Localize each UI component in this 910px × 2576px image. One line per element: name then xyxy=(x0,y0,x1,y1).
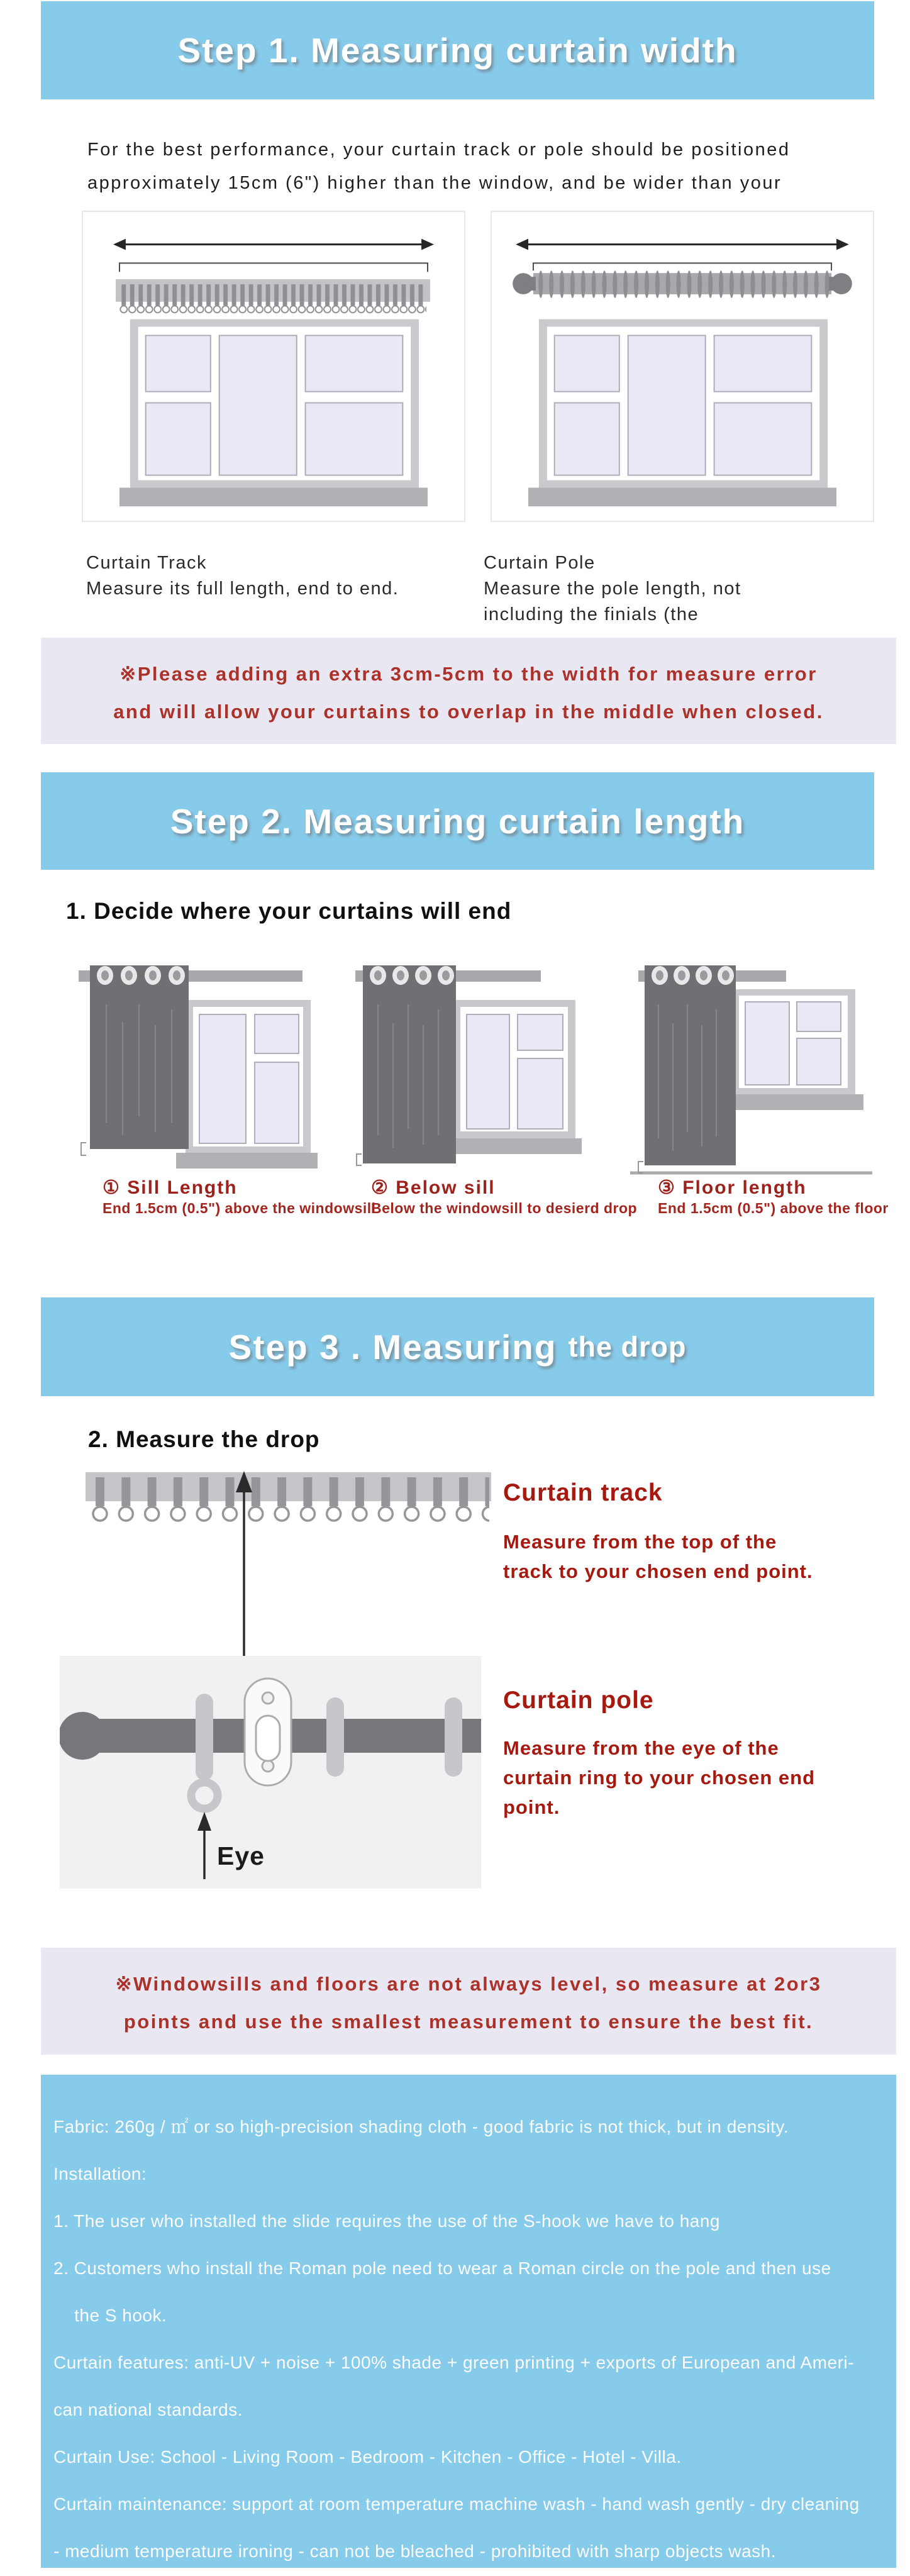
step3-banner-title: Step 3 . Measuring xyxy=(228,1327,557,1367)
pole-drop-title: Curtain pole xyxy=(503,1687,654,1714)
window-sill xyxy=(528,487,836,506)
window-sill xyxy=(722,1094,863,1110)
details-line: Curtain Use: School - Living Room - Bedroom - Kitchen - Office - Hotel - Villa. xyxy=(53,2447,682,2467)
track-caption xyxy=(86,550,399,602)
option1-subtitle: End 1.5cm (0.5") above the windowsill xyxy=(103,1200,376,1216)
curtain-ring xyxy=(326,1697,344,1777)
intro-line-2: approximately 15cm (6") higher than the window, and be wider than your xyxy=(87,173,782,193)
details-line: Curtain maintenance: support at room temperature machine wash - hand wash gently - dry cleaning xyxy=(53,2494,860,2514)
pole-caption-line: including the finials (the xyxy=(484,604,699,625)
curtain-track-diagram xyxy=(83,212,464,521)
arrow-up-icon xyxy=(197,1812,211,1831)
step3-banner xyxy=(41,1297,874,1396)
option2-title: ② Below sill xyxy=(371,1177,496,1198)
window-sill xyxy=(176,1153,318,1169)
pole-caption xyxy=(484,550,741,628)
window-sill xyxy=(443,1138,582,1154)
length-bracket xyxy=(81,1143,86,1155)
floor-length-diagram xyxy=(638,965,877,1179)
track-caption-title: Curtain Track xyxy=(86,553,207,573)
details-line: can national standards. xyxy=(53,2400,243,2419)
details-line: Fabric: 260g / ㎡ or so high-precision shading cloth - good fabric is not thick, but in density. xyxy=(53,2117,789,2136)
note-line-2: points and use the smallest measurement to ensure the best fit. xyxy=(123,2011,814,2033)
sill-length-diagram xyxy=(79,965,318,1170)
step2-banner-title: Step 2. Measuring curtain length xyxy=(170,801,745,841)
curtain-track-card xyxy=(82,211,465,522)
step1-intro-text xyxy=(87,133,790,200)
curtain-pole-diagram xyxy=(492,212,873,521)
length-bracket xyxy=(357,1154,362,1165)
step1-banner xyxy=(41,1,874,99)
note-line-1: ※Please adding an extra 3cm-5cm to the width for measure error xyxy=(119,663,818,685)
pole-drop-diagram xyxy=(60,1656,481,1889)
step3-banner-subtitle: the drop xyxy=(568,1330,687,1363)
details-line: 1. The user who installed the slide requires the use of the S-hook we have to hang xyxy=(53,2211,721,2231)
details-line: the S hook. xyxy=(53,2306,167,2325)
option1-title: ① Sill Length xyxy=(103,1177,238,1198)
level-note-box xyxy=(41,1948,896,2055)
step2-heading: 1. Decide where your curtains will end xyxy=(66,898,512,924)
arrow-left-icon xyxy=(113,239,126,250)
track-drop-diagram xyxy=(82,1468,494,1663)
track-caption-line: Measure its full length, end to end. xyxy=(86,579,399,599)
arrow-right-icon xyxy=(421,239,434,250)
curtain-ring xyxy=(445,1697,462,1777)
track-gliders xyxy=(89,1477,489,1526)
details-line: 2. Customers who install the Roman pole need to wear a Roman circle on the pole and then use xyxy=(53,2258,831,2278)
pole-drop-body: Measure from the eye of the curtain ring to your chosen end point. xyxy=(503,1737,816,1818)
window-panes xyxy=(555,335,812,475)
eye-label: Eye xyxy=(217,1841,265,1870)
pole-rings xyxy=(536,267,829,302)
curtain-ring xyxy=(196,1694,213,1780)
arrow-left-icon xyxy=(516,239,528,250)
option3-subtitle: End 1.5cm (0.5") above the floor xyxy=(658,1200,889,1216)
pole-finial xyxy=(60,1712,106,1760)
arrow-right-icon xyxy=(836,239,849,250)
width-note-box xyxy=(41,638,896,744)
details-line: - medium temperature ironing - can not be bleached - prohibited with sharp objects wash. xyxy=(53,2541,777,2561)
option2-subtitle: Below the windowsill to desierd drop xyxy=(371,1200,638,1216)
pole-caption-line: Measure the pole length, not xyxy=(484,579,741,599)
measure-bracket xyxy=(119,263,428,272)
below-sill-diagram xyxy=(355,965,582,1176)
curtain-pole-card xyxy=(491,211,874,522)
pole-caption-title: Curtain Pole xyxy=(484,553,596,573)
wall-bracket xyxy=(245,1679,291,1785)
step2-banner xyxy=(41,772,874,870)
ring-eye xyxy=(191,1782,218,1809)
curtain-panel xyxy=(363,965,456,1163)
note-line-2: and will allow your curtains to overlap in the middle when closed. xyxy=(113,701,824,723)
step3-heading: 2. Measure the drop xyxy=(88,1426,320,1452)
step1-banner-title: Step 1. Measuring curtain width xyxy=(177,31,738,70)
option3-title: ③ Floor length xyxy=(658,1177,807,1198)
length-bracket xyxy=(638,1162,643,1173)
intro-line-1: For the best performance, your curtain track or pole should be positioned xyxy=(87,140,791,160)
details-line: Curtain features: anti-UV + noise + 100% shade + green printing + exports of European and Ameri- xyxy=(53,2353,854,2372)
window-sill xyxy=(119,487,428,506)
details-line: Installation: xyxy=(53,2164,147,2184)
note-line-1: ※Windowsills and floors are not always level, so measure at 2or3 xyxy=(115,1973,822,1995)
track-drop-title: Curtain track xyxy=(503,1479,663,1506)
track-drop-body: Measure from the top of the track to your chosen end point. xyxy=(503,1531,813,1582)
track-gliders xyxy=(119,284,426,317)
window-panes xyxy=(146,335,403,475)
product-details-box xyxy=(41,2075,896,2568)
